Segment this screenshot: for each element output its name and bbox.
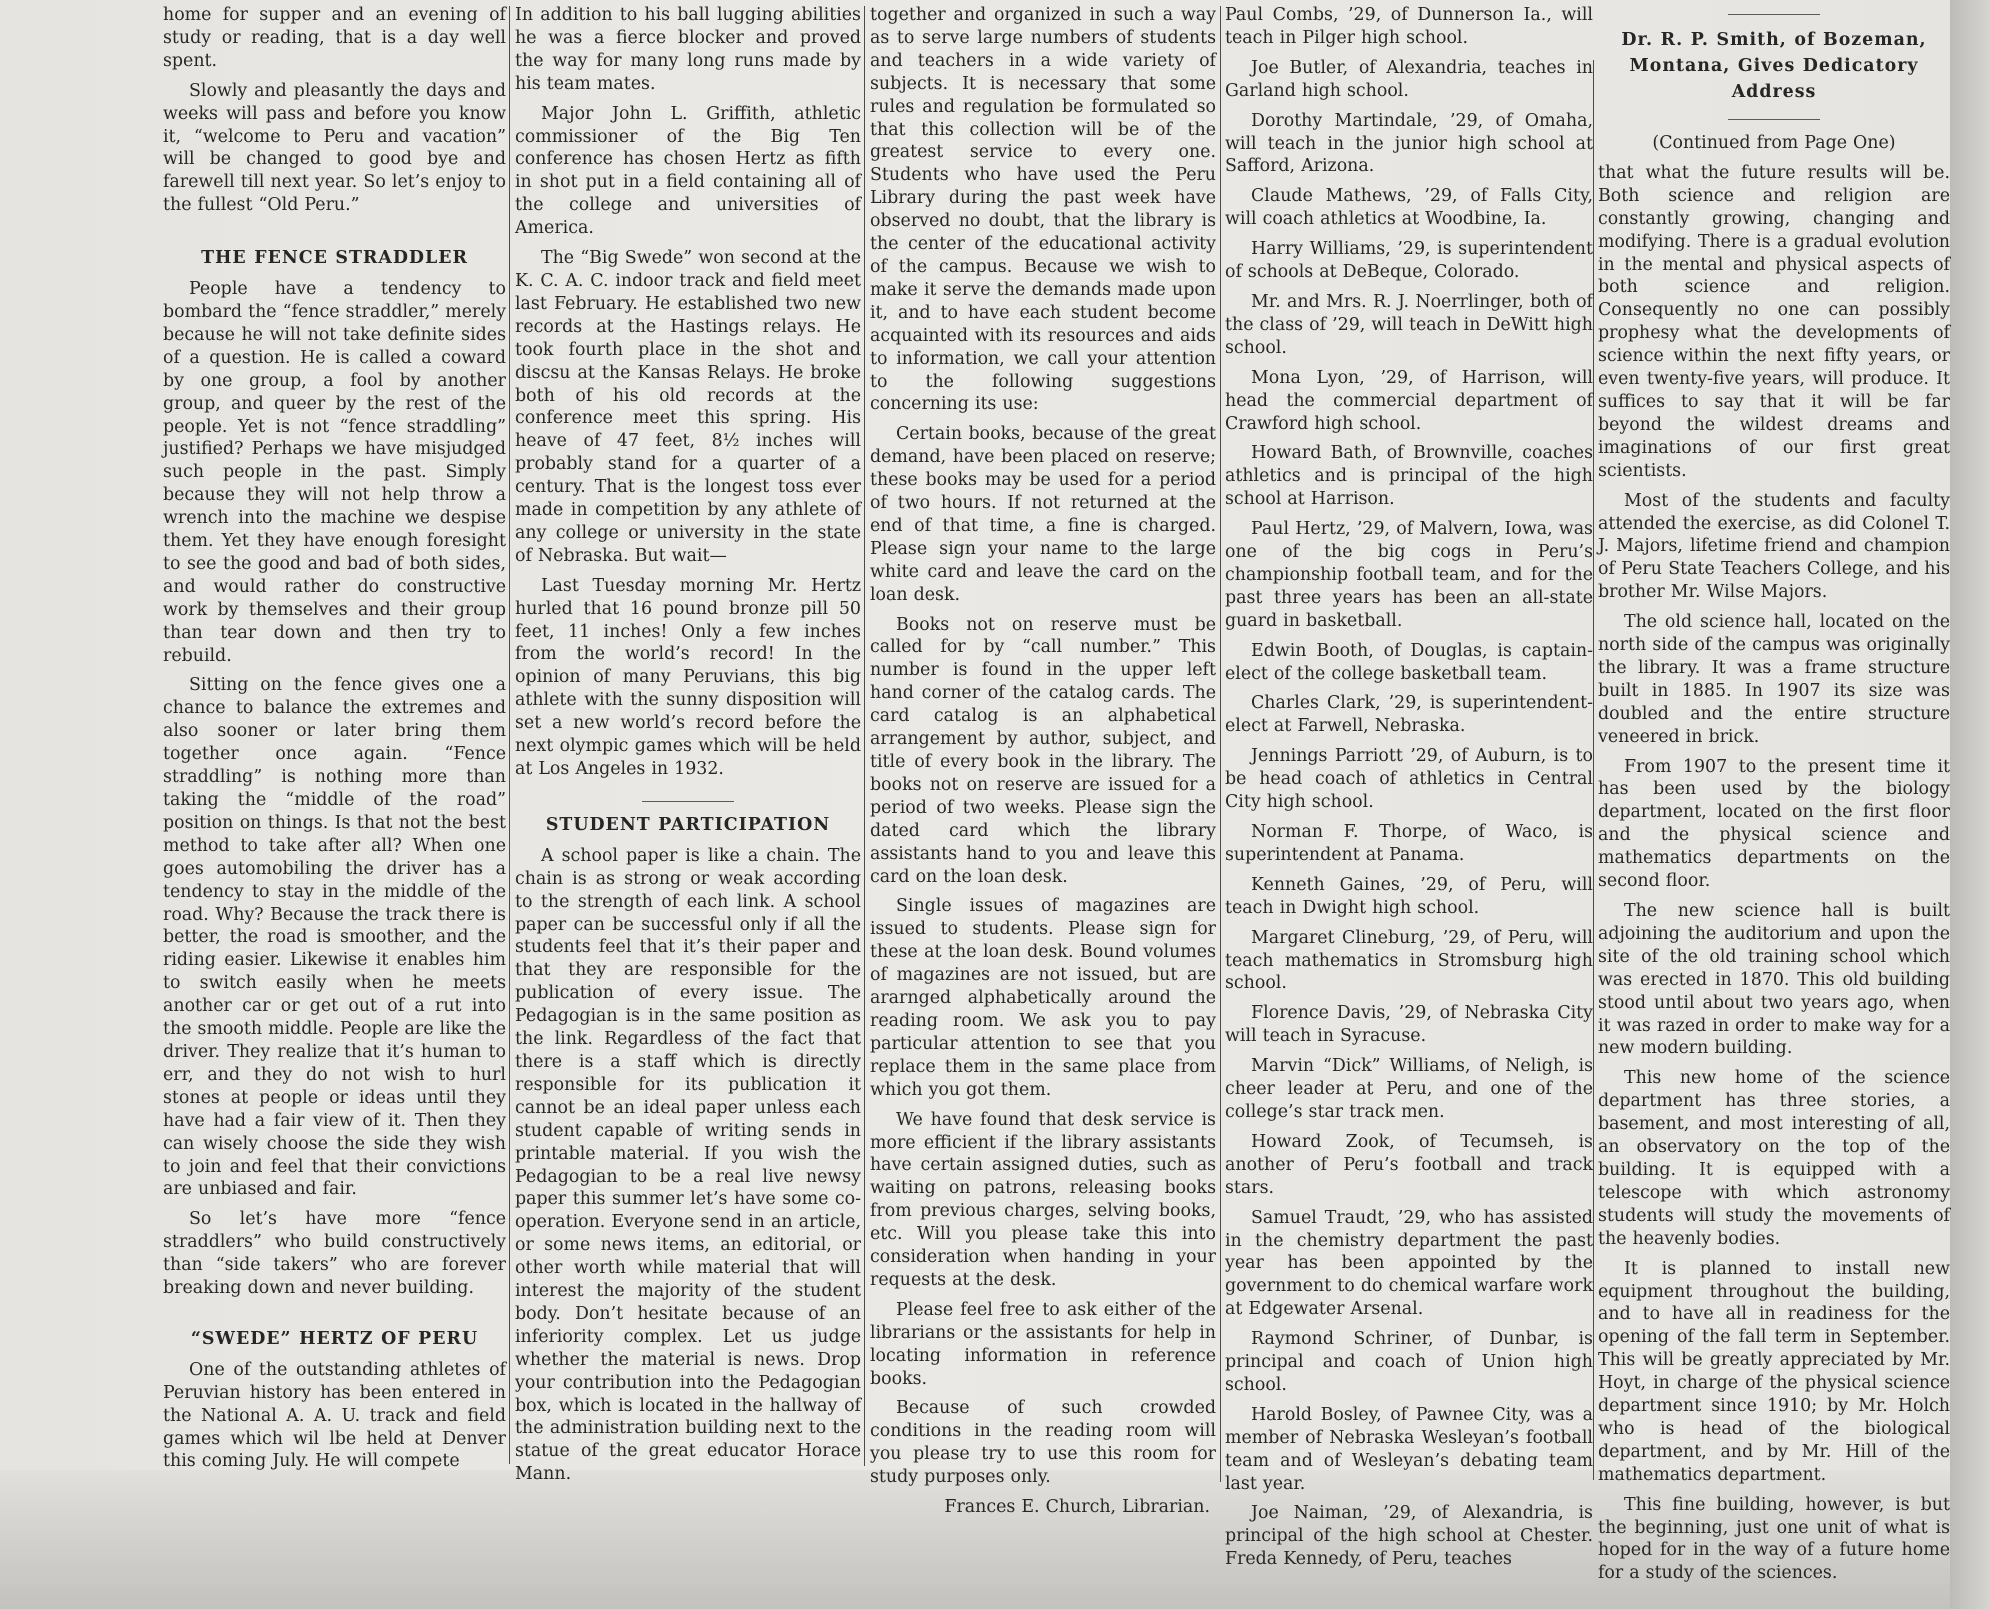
- paragraph: Florence Davis, ’29, of Nebraska City will teach in Syracuse.: [1225, 1003, 1593, 1047]
- paragraph: This new home of the science department has three stories, a basement, and most interesting of all, an observatory on the top of the building. It is equipped with a telescope with which astronomy students will study the movements of the heavenly bodies.: [1598, 1068, 1950, 1249]
- paragraph: One of the outstanding athletes of Peruvian history has been entered in the National A. A. U. track and field games which wil lbe held at Denver this coming July. He will compete: [163, 1359, 506, 1472]
- paragraph: Samuel Traudt, ’29, who has assisted in the chemistry department the past year has been appointed by the government to do chemical warfare work at Edgewater Arsenal.: [1225, 1207, 1593, 1320]
- headline-fence-straddler: THE FENCE STRADDLER: [201, 248, 468, 269]
- paragraph: Mona Lyon, ’29, of Harrison, will head the commercial department of Crawford high school.: [1225, 367, 1593, 434]
- paragraph: Most of the students and faculty attended the exercise, as did Colonel T. J. Majors, lifetime friend and champion of Peru State Teachers College, and his brother Mr. Wilse Majors.: [1598, 490, 1950, 603]
- paragraph: The “Big Swede” won second at the K. C. A. C. indoor track and field meet last February. He established two new records at the Hastings relays. He took fourth place in the shot and discsu at the Kansas Relays. He broke both of his old records at the conference meet this spring. His heave of 47 feet, 8½ inches will probably stand for a quarter of a century. That is the longest toss ever made in competition by any athlete of any college or university in the state of Nebraska. But wait—: [515, 248, 861, 566]
- column-rule-2: [864, 6, 865, 1466]
- paragraph: that what the future results will be. Both science and religion are constantly growing, changing and modifying. There is a gradual evolution in the mental and physical aspects of both science and religion. Consequently no one can possibly prophesy what the developments of science within the next fifty years, or even twenty-five years, will produce. It suffices to say that it will be far beyond the wildest dreams and imaginations of our first great scientists.: [1598, 162, 1950, 481]
- paragraph: Marvin “Dick” Williams, of Neligh, is cheer leader at Peru, and one of the college’s star track men.: [1225, 1056, 1593, 1122]
- paragraph: Harold Bosley, of Pawnee City, was a member of Nebraska Wesleyan’s football team and of Wesleyan’s debating team last year.: [1225, 1404, 1593, 1494]
- paragraph: Margaret Clineburg, ’29, of Peru, will teach mathematics in Stromsburg high school.: [1225, 927, 1593, 994]
- paragraph: Books not on reserve must be called for by “call number.” This number is found in the upper left hand corner of the catalog cards. The card catalog is an alphabetical arrangement by author, subject, and title of every book in the library. The books not on reserve are issued for a period of two weeks. Please sign the dated card which the library assistants hand to you and leave this card on the loan desk.: [870, 614, 1216, 887]
- paragraph: This fine building, however, is but the beginning, just one unit of what is hoped for in the way of a future home for a study of the sciences.: [1598, 1494, 1950, 1584]
- column-5: [1598, 4, 1950, 1592]
- paragraph: Howard Zook, of Tecumseh, is another of Peru’s football and track stars.: [1225, 1131, 1593, 1198]
- paragraph: Sitting on the fence gives one a chance to balance the extremes and also sooner or later bring them together once again. “Fence straddling” is nothing more than taking the “middle of the road” position on things. Is that not the best method to take after all? When one goes automobiling the driver has a tendency to stay in the middle of the road. Why? Because the track there is better, the road is smoother, and the riding easier. Likewise it enables him to switch easily when he meets another car or get out of a rut into the smooth middle. People are like the driver. They realize that it’s human to err, and they do not wish to hurl stones at people or ideas until they have had a fair view of it. Then they can wisely choose the side they wish to join and feel that their convictions are unbiased and fair.: [163, 675, 506, 1200]
- section-rule: [642, 801, 734, 802]
- paragraph: From 1907 to the present time it has been used by the biology department, located on the first floor and the physical science and mathematics departments on the second floor.: [1598, 756, 1950, 892]
- paragraph: Slowly and pleasantly the days and weeks will pass and before you know it, “welcome to Peru and vacation” will be changed to good bye and farewell till next year. So let’s enjoy to the fullest “Old Peru.”: [163, 80, 506, 216]
- column-1: [163, 4, 506, 1480]
- column-rule-4: [1593, 60, 1594, 1480]
- headline-dedicatory-address: Dr. R. P. Smith, of Bozeman, Montana, Gives Dedicatory Address: [1621, 30, 1927, 102]
- paragraph: In addition to his ball lugging abilities he was a fierce blocker and proved the way for many long runs made by his team mates.: [515, 5, 861, 94]
- paragraph: Joe Butler, of Alexandria, teaches in Garland high school.: [1225, 57, 1593, 101]
- paragraph: It is planned to install new equipment throughout the building, and to have all in readiness for the opening of the fall term in September. This will be greatly appreciated by Mr. Hoyt, in charge of the physical science department since 1910; by Mr. Holch who is head of the biological department, and by Mr. Hill of the mathematics department.: [1598, 1258, 1950, 1485]
- headline-student-participation: STUDENT PARTICIPATION: [545, 814, 831, 835]
- paragraph: People have a tendency to bombard the “fence straddler,” merely because he will not take definite sides of a question. He is called a coward by one group, a fool by another group, and queer by the rest of the people. Yet is not “fence straddling” justified? Perhaps we have misjudged such people in the past. Simply because they will not help throw a wrench into the machine we despise them. Yet they have enough foresight to see the good and bad of both sides, and would rather do constructive work by themselves and their group than tear down and then try to rebuild.: [163, 279, 506, 666]
- section-rule: [1728, 14, 1820, 15]
- paragraph: A school paper is like a chain. The chain is as strong or weak according to the strength of each link. A school paper can be successful only if all the students feel that it’s their paper and that they are responsible for the publication of every issue. The Pedagogian is in the same position as the link. Regardless of the fact that there is a staff which is directly responsible for its publication it cannot be an ideal paper unless each student capable of writing sends in printable material. If you wish the Pedagogian to be a real live newsy paper this summer let’s have some co-operation. Everyone send in an article, or some news items, an editorial, or other worth while material that will interest the majority of the student body. Don’t hesitate because of an inferiority complex. Let us judge whether the material is news. Drop your contribution into the Pedagogian box, which is located in the hallway of the administration building next to the statue of the great educator Horace Mann.: [515, 845, 861, 1485]
- paragraph: Please feel free to ask either of the librarians or the assistants for help in locating information in reference books.: [870, 1299, 1216, 1389]
- paragraph: Paul Combs, ’29, of Dunnerson Ia., will teach in Pilger high school.: [1225, 5, 1593, 48]
- continued-note: (Continued from Page One): [1652, 133, 1896, 153]
- page-right-edge: [1950, 0, 1989, 1609]
- paragraph: Certain books, because of the great demand, have been placed on reserve; these books may be used for a period of two hours. If not returned at the end of that time, a fine is charged. Please sign your name to the large white card and leave the card on the loan desk.: [870, 424, 1216, 605]
- paragraph: Major John L. Griffith, athletic commissioner of the Big Ten conference has chosen Hertz as fifth in shot put in a field containing all of the college and universities of America.: [515, 103, 861, 239]
- paragraph: Dorothy Martindale, ’29, of Omaha, will teach in the junior high school at Safford, Arizona.: [1225, 110, 1593, 177]
- headline-swede-hertz: “SWEDE” HERTZ OF PERU: [190, 1328, 479, 1349]
- paragraph: So let’s have more “fence straddlers” who build constructively than “side takers” who are forever breaking down and never building.: [163, 1209, 506, 1299]
- signature-line: Frances E. Church, Librarian.: [944, 1497, 1210, 1518]
- column-rule-3: [1220, 6, 1221, 1482]
- column-4: [1225, 4, 1593, 1578]
- section-rule: [1728, 119, 1820, 120]
- paragraph: Jennings Parriott ’29, of Auburn, is to be head coach of athletics in Central City high school.: [1225, 746, 1593, 813]
- paragraph: Last Tuesday morning Mr. Hertz hurled that 16 pound bronze pill 50 feet, 11 inches! Only a few inches from the world’s record! In the opinion of many Peruvians, this big athlete with the sunny disposition will set a new world’s record before the next olympic games which will be held at Los Angeles in 1932.: [515, 575, 861, 779]
- paragraph: Edwin Booth, of Douglas, is captain-elect of the college basketball team.: [1225, 640, 1593, 684]
- paragraph: Claude Mathews, ’29, of Falls City, will coach athletics at Woodbine, Ia.: [1225, 186, 1593, 230]
- paragraph: Kenneth Gaines, ’29, of Peru, will teach in Dwight high school.: [1225, 874, 1593, 918]
- paragraph: home for supper and an evening of study or reading, that is a day well spent.: [163, 5, 506, 71]
- paragraph: Paul Hertz, ’29, of Malvern, Iowa, was one of the big cogs in Peru’s championship football team, and for the past three years has been an all-state guard in basketball.: [1225, 519, 1593, 631]
- paragraph: Single issues of magazines are issued to students. Please sign for these at the loan desk. Bound volumes of magazines are not issued, but are ararnged alphabetically around the reading room. We ask you to pay particular attention to see that you replace them in the same place from which you got them.: [870, 896, 1216, 1100]
- paragraph: Charles Clark, ’29, is superintendent-elect at Farwell, Nebraska.: [1225, 693, 1593, 737]
- paragraph: Joe Naiman, ’29, of Alexandria, is principal of the high school at Chester. Freda Kennedy, of Peru, teaches: [1225, 1503, 1593, 1570]
- paragraph: Howard Bath, of Brownville, coaches athletics and is principal of the high school at Harrison.: [1225, 443, 1593, 510]
- paragraph: together and organized in such a way as to serve large numbers of students and teachers in a wide variety of subjects. It is necessary that some rules and regulation be formulated so that this collection will be of the greatest service to every one. Students who have used the Peru Library during the past week have observed no doubt, that the library is the center of the educational activity of the campus. Because we wish to make it serve the demands made upon it, and to have each student become acquainted with its resources and aids to information, we call your attention to the following suggestions concerning its use:: [870, 5, 1216, 415]
- paragraph: The new science hall is built adjoining the auditorium and upon the site of the old training school which was erected in 1870. This old building stood until about two years ago, when it was razed in order to make way for a new modern building.: [1598, 901, 1950, 1059]
- paragraph: The old science hall, located on the north side of the campus was originally the library. It was a frame structure built in 1885. In 1907 its size was doubled and the entire structure veneered in brick.: [1598, 612, 1950, 747]
- paragraph: Because of such crowded conditions in the reading room will you please try to use this room for study purposes only.: [870, 1398, 1216, 1488]
- paragraph: Raymond Schriner, of Dunbar, is principal and coach of Union high school.: [1225, 1329, 1593, 1395]
- column-rule-1: [509, 6, 510, 1464]
- paragraph: Norman F. Thorpe, of Waco, is superintendent at Panama.: [1225, 822, 1593, 865]
- column-2: [515, 4, 861, 1493]
- column-3: [870, 4, 1216, 1526]
- paragraph: Harry Williams, ’29, is superintendent of schools at DeBeque, Colorado.: [1225, 239, 1593, 283]
- paragraph: Mr. and Mrs. R. J. Noerrlinger, both of the class of ’29, will teach in DeWitt high school.: [1225, 291, 1593, 358]
- paragraph: We have found that desk service is more efficient if the library assistants have certain assigned duties, such as waiting on patrons, releasing books from previous charges, selving books, etc. Will you please take this into consideration when handing in your requests at the desk.: [870, 1109, 1216, 1290]
